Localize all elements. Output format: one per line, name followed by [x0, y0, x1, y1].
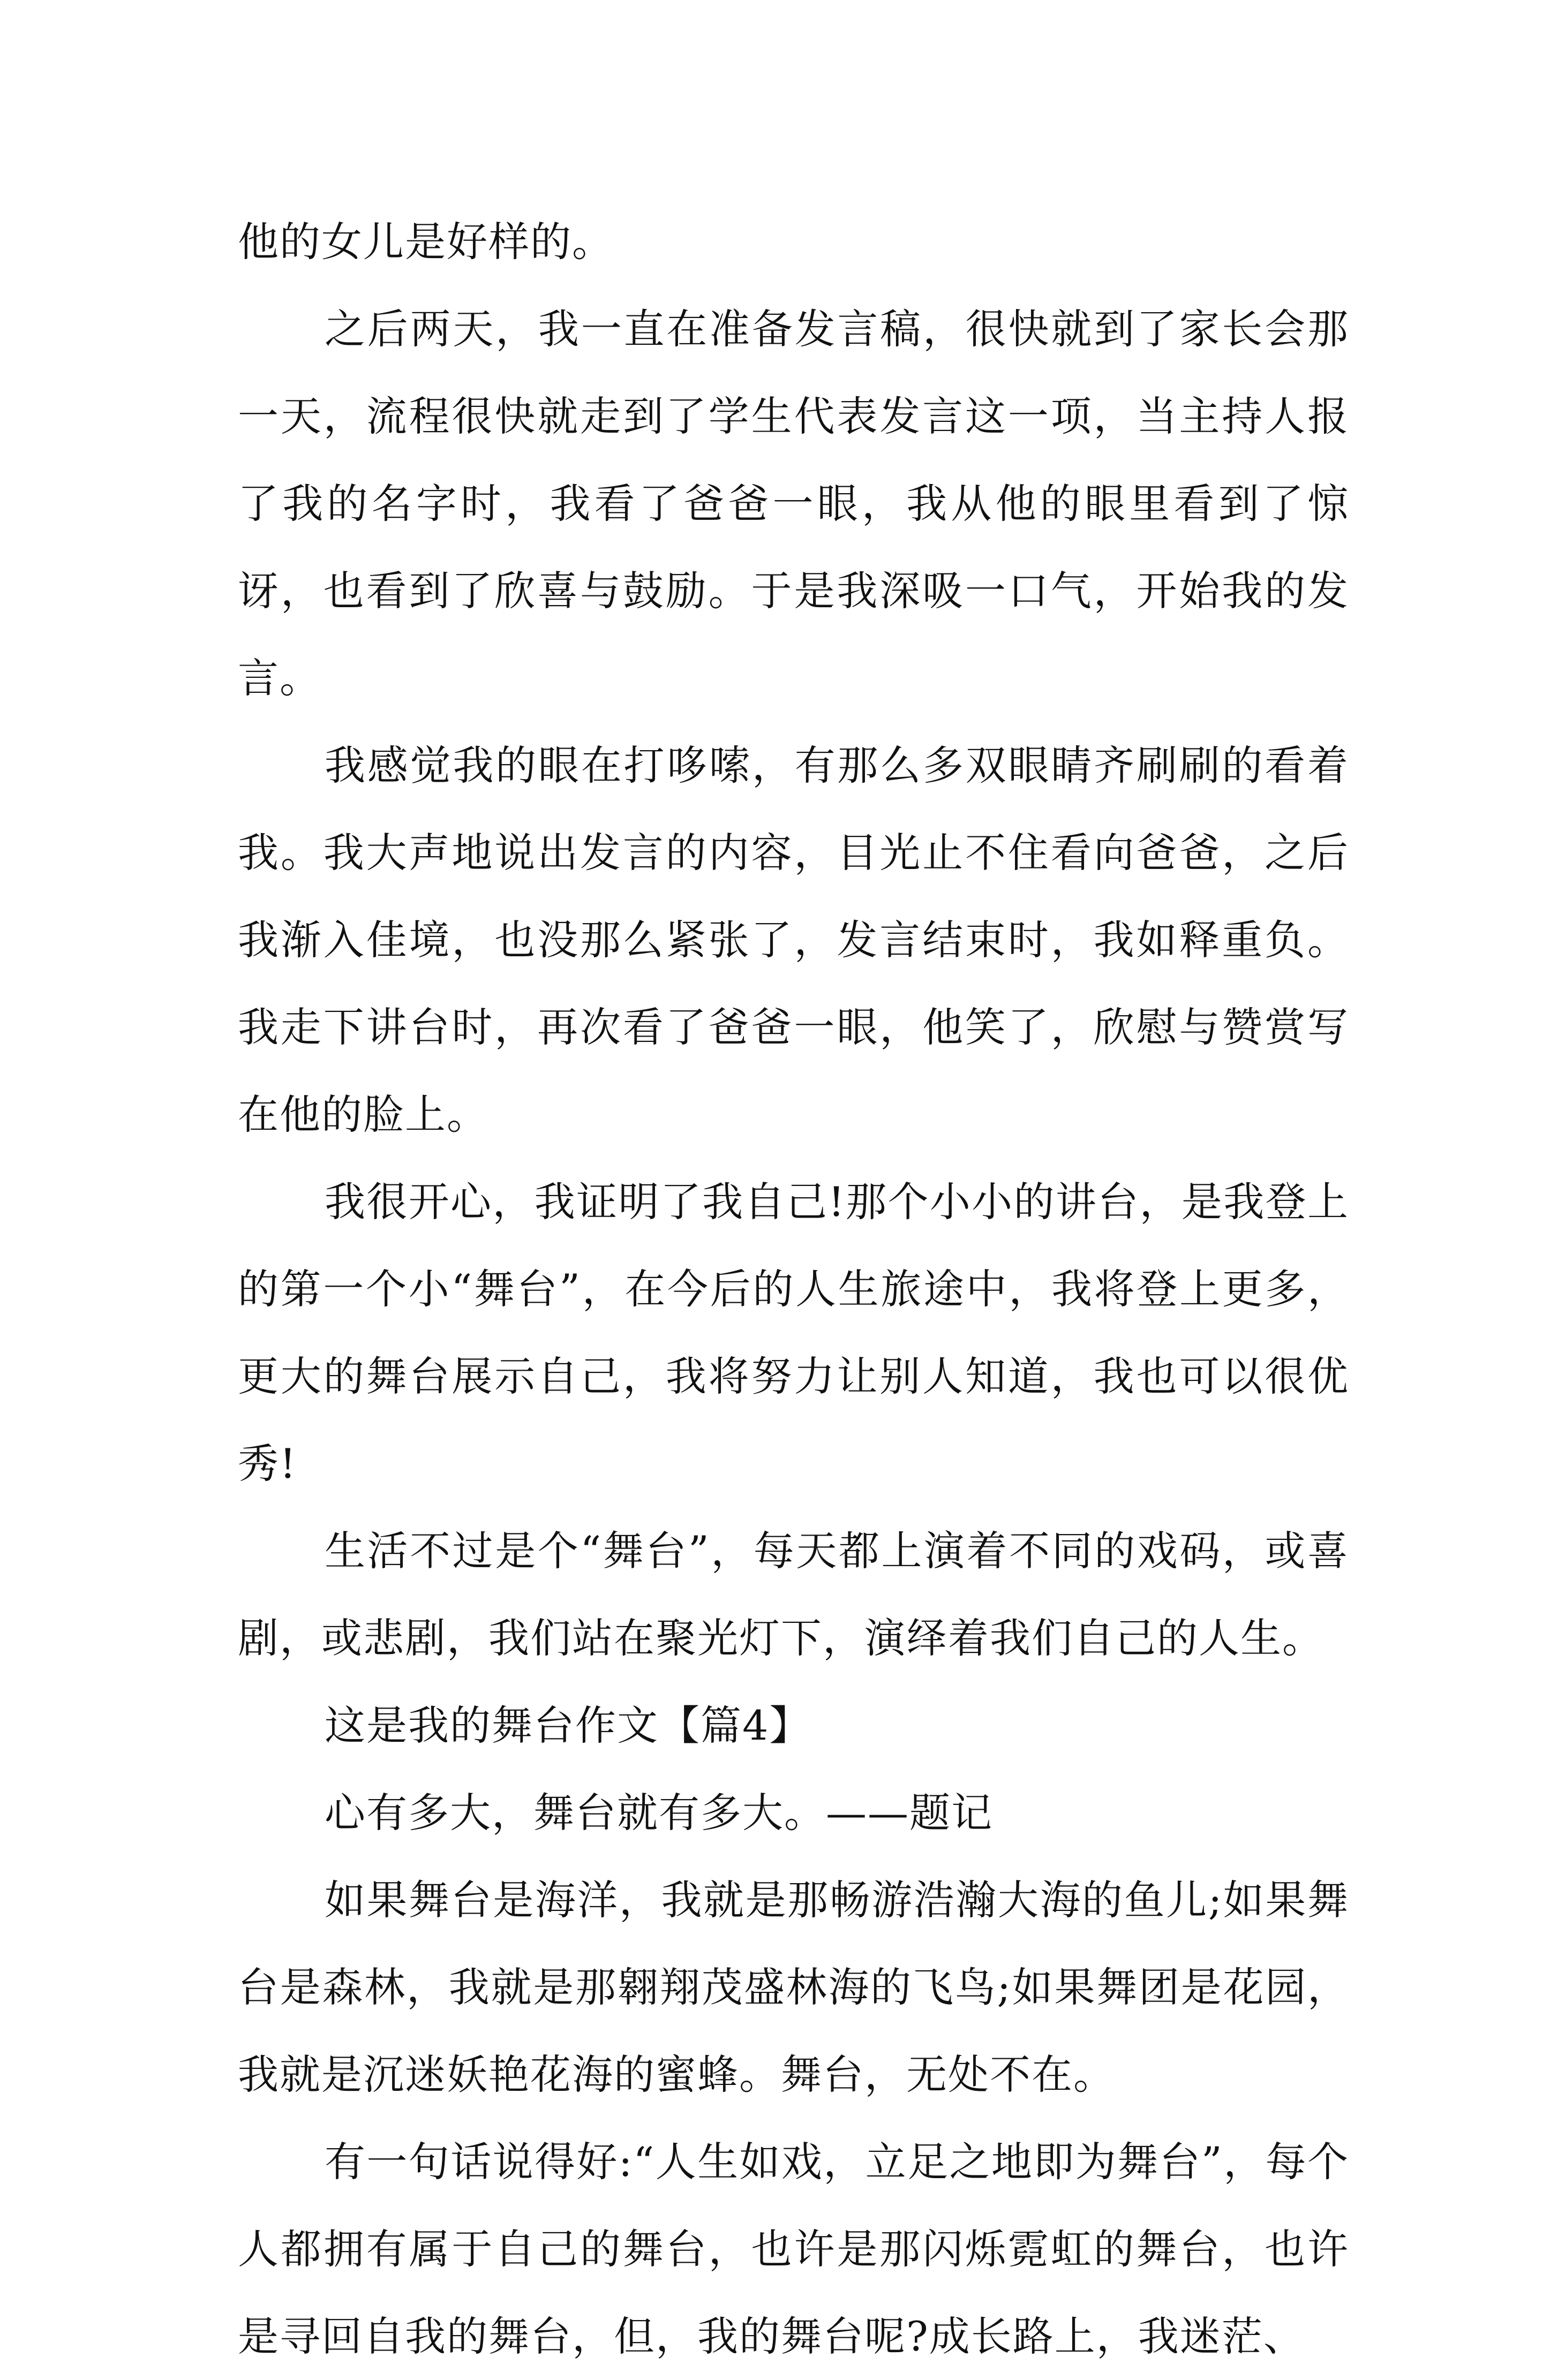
paragraph-speech-preparation: 之后两天，我一直在准备发言稿，很快就到了家长会那一天，流程很快就走到了学生代表发言这一项，当主持人报了我的名字时，我看了爸爸一眼，我从他的眼里看到了惊讶，也看到了欣喜与鼓励。于是我深吸一口气，开始我的发言。 [238, 305, 1349, 702]
paragraph-speech-delivery: 我感觉我的眼在打哆嗦，有那么多双眼睛齐刷刷的看着我。我大声地说出发言的内容，目光止不住看向爸爸，之后我渐入佳境，也没那么紧张了，发言结束时，我如释重负。我走下讲台时，再次看了爸爸一眼，他笑了，欣慰与赞赏写在他的脸上。 [238, 742, 1349, 1138]
paragraph-metaphors: 如果舞台是海洋，我就是那畅游浩瀚大海的鱼儿;如果舞台是森林，我就是那翱翔茂盛林海的飞鸟;如果舞团是花园，我就是沉迷妖艳花海的蜜蜂。舞台，无处不在。 [238, 1876, 1349, 2098]
paragraph-life-stage: 生活不过是个“舞台”，每天都上演着不同的戏码，或喜剧，或悲剧，我们站在聚光灯下，演绎着我们自己的人生。 [238, 1527, 1349, 1662]
epigraph: 心有多大，舞台就有多大。——题记 [325, 1789, 993, 1837]
paragraph-continuation: 他的女儿是好样的。 [238, 218, 614, 266]
paragraph-saying: 有一句话说得好:“人生如戏，立足之地即为舞台”，每个人都拥有属于自己的舞台，也许是那闪烁霓虹的舞台，也许是寻回自我的舞台，但，我的舞台呢?成长路上，我迷茫、 [238, 2138, 1349, 2360]
paragraph-first-stage: 我很开心，我证明了我自己!那个小小的讲台，是我登上的第一个小“舞台”，在今后的人生旅途中，我将登上更多，更大的舞台展示自己，我将努力让别人知道，我也可以很优秀! [238, 1178, 1349, 1487]
article-body [238, 198, 1349, 2380]
section-heading: 这是我的舞台作文【篇4】 [325, 1702, 811, 1749]
